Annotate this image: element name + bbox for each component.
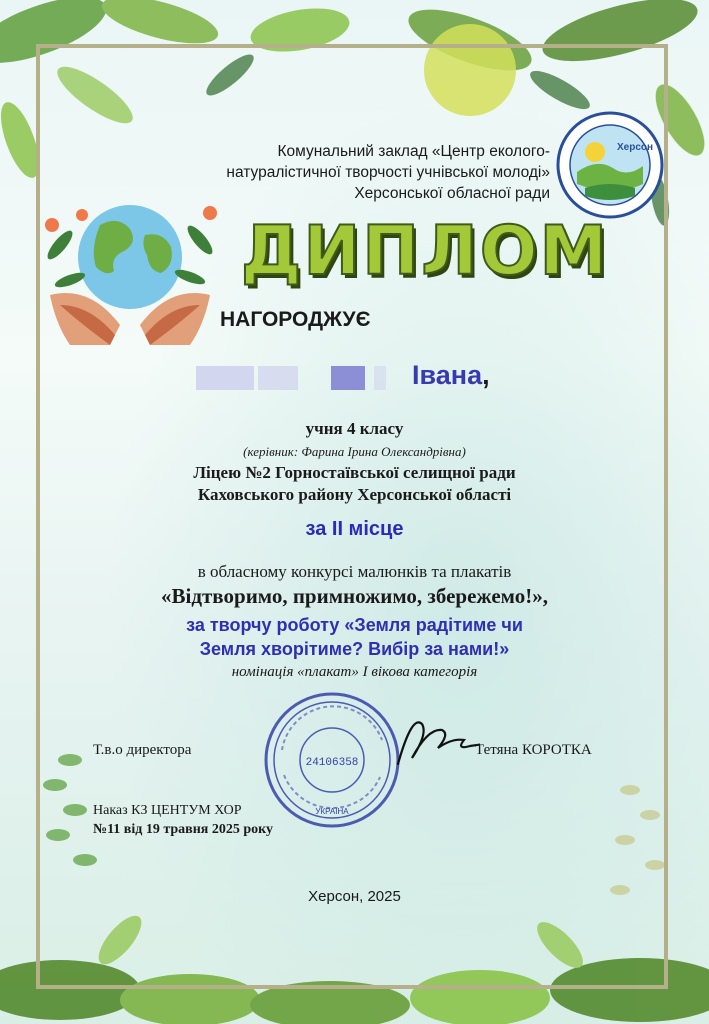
signature-icon [390, 712, 480, 774]
achievement-place: за ІІ місце [305, 518, 404, 540]
redacted-surname [196, 366, 401, 390]
organization-line: натуралістичної творчості учнівської молоді» [226, 164, 550, 181]
recipient-name [412, 360, 490, 391]
recipient-given-name: Івана [412, 360, 483, 390]
organization-line: Комунальний заклад «Центр еколого- [277, 143, 550, 160]
signer-name: Тетяна КОРОТКА [475, 742, 592, 758]
contest-description: в обласному конкурсі малюнків та плакатів [197, 562, 512, 581]
order-number-date: №11 від 19 травня 2025 року [93, 822, 274, 837]
contest-name: «Відтворимо, примножимо, збережемо!», [161, 584, 548, 608]
order-reference: Наказ КЗ ЦЕНТУМ ХОР [93, 803, 242, 818]
nomination: номінація «плакат» І вікова категорія [231, 664, 478, 680]
emblem-label: Херсон [617, 142, 654, 153]
organization-name [200, 141, 550, 204]
school-line: Каховського району Херсонської області [197, 485, 512, 504]
official-stamp-icon [262, 690, 402, 830]
diploma-title: ДИПЛОМ [240, 212, 610, 291]
recipient-supervisor: (керівник: Фарина Ірина Олександрівна) [243, 444, 466, 459]
recipient-name-comma: , [482, 360, 490, 390]
stamp-code: 24106358 [305, 757, 359, 769]
organization-line: Херсонської обласної ради [354, 185, 550, 202]
work-title [0, 613, 709, 661]
globe-in-hands-icon [30, 185, 230, 345]
signer-role: Т.в.о директора [93, 742, 192, 758]
city-year: Херсон, 2025 [308, 888, 401, 905]
recipient-grade: учня 4 класу [305, 419, 404, 438]
work-title-line: Земля хворітиме? Вибір за нами!» [199, 639, 510, 659]
award-verb: НАГОРОДЖУЄ [220, 308, 371, 331]
recipient-school [0, 462, 709, 506]
regional-emblem-icon [555, 110, 665, 220]
work-title-line: за творчу роботу «Земля радітиме чи [186, 615, 523, 635]
stamp-bottom-text: УКРАЇНА [315, 807, 349, 816]
school-line: Ліцею №2 Горностаївської селищної ради [193, 463, 516, 482]
